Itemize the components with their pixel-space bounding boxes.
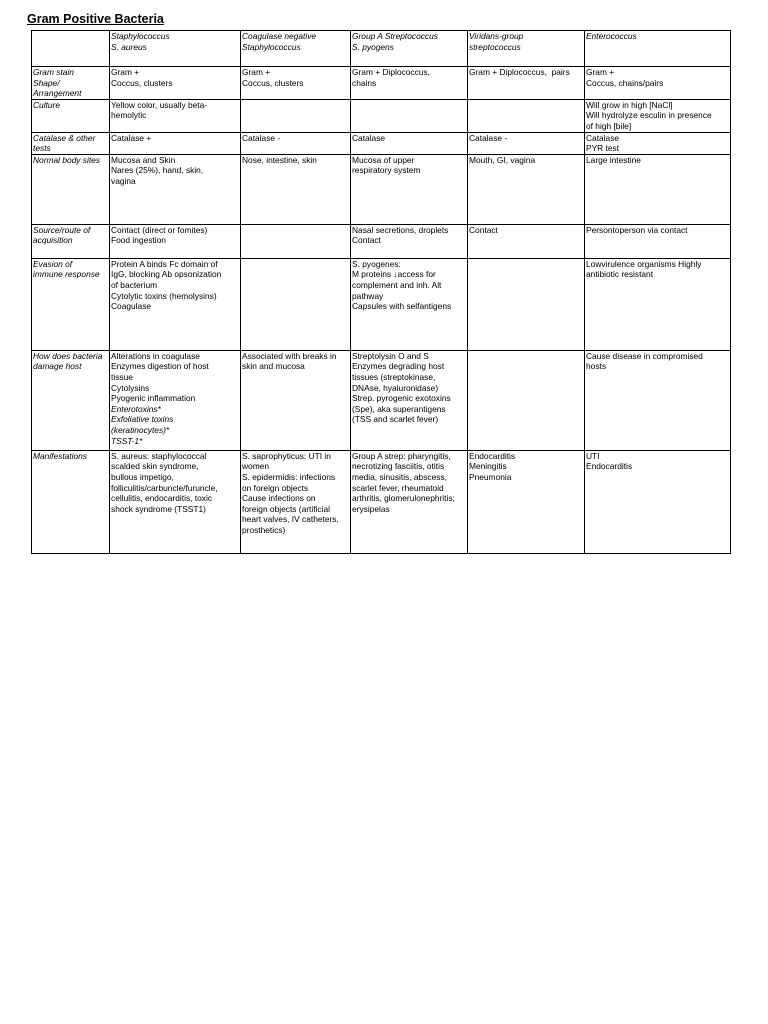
cell-line: TSST-1* xyxy=(111,435,143,446)
table-cell xyxy=(110,99,241,132)
cell-line: skin and mucosa xyxy=(242,361,305,372)
cell-line: Protein A binds Fc domain of xyxy=(111,258,218,269)
cell-line: complement and inh. Alt xyxy=(352,279,442,290)
cell-line: M proteins ↓access for xyxy=(352,269,436,280)
column-header xyxy=(468,31,585,67)
cell-line: Viridans-group xyxy=(469,31,524,41)
table-cell xyxy=(351,67,468,100)
table-cell xyxy=(110,67,241,100)
table-cell xyxy=(585,258,731,350)
cell-line: heart valves, IV catheters, xyxy=(242,514,339,525)
cell-line: Evasion of xyxy=(33,258,73,269)
cell-line: scarlet fever, rheumatoid xyxy=(352,482,444,493)
cell-line: S. aureus xyxy=(111,41,147,52)
table-cell xyxy=(468,67,585,100)
header-row xyxy=(32,31,731,67)
cell-line: chains xyxy=(352,77,377,88)
cell-line: antibiotic resistant xyxy=(586,269,654,280)
table-row xyxy=(32,224,731,258)
cell-line: bullous impetigo, xyxy=(111,471,174,482)
cell-line: Cause infections on xyxy=(242,493,316,504)
column-header xyxy=(585,31,731,67)
cell-line: Gram + xyxy=(242,67,271,77)
table-row xyxy=(32,67,731,100)
cell-line: S. saprophyticus: UTI in xyxy=(242,450,331,461)
cell-line: Group A Streptococcus xyxy=(352,31,438,41)
table-cell xyxy=(468,132,585,154)
cell-line: Streptolysin O and S xyxy=(352,350,429,361)
cell-line: Catalase xyxy=(586,132,620,143)
table-cell xyxy=(351,258,468,350)
cell-line: Nose, intestine, skin xyxy=(242,154,317,165)
cell-line: UTI xyxy=(586,450,600,461)
row-label xyxy=(32,132,110,154)
cell-line: hosts xyxy=(586,361,607,372)
cell-line: Large intestine xyxy=(586,154,641,165)
page-title: Gram Positive Bacteria xyxy=(27,12,164,26)
cell-line: How does bacteria xyxy=(33,350,103,361)
cell-line: Culture xyxy=(33,99,60,110)
cell-line: hemolytic xyxy=(111,110,147,121)
cell-line: Endocarditis xyxy=(586,461,633,472)
cell-line: arthritis, glomerulonephritis; xyxy=(352,493,455,504)
table-row xyxy=(32,258,731,350)
row-label xyxy=(32,258,110,350)
cell-line: Gram + Diplococcus, xyxy=(352,67,430,77)
table-cell xyxy=(241,350,351,450)
cell-line: Normal body sites xyxy=(33,154,101,165)
table-cell xyxy=(585,450,731,553)
cell-line: Coagulase xyxy=(111,301,152,312)
cell-line: of high [bile] xyxy=(586,120,632,131)
cell-line: S. epidermidis: infections xyxy=(242,471,336,482)
table-row xyxy=(32,99,731,132)
cell-line: Will grow in high [NaCl] xyxy=(586,99,673,110)
table-cell xyxy=(585,132,731,154)
cell-line: Gram stain xyxy=(33,67,74,77)
table-cell xyxy=(241,450,351,553)
cell-line: Cytolysins xyxy=(111,382,150,393)
table-cell xyxy=(110,258,241,350)
cell-line: folliculitis/carbuncle/furuncle, xyxy=(111,482,218,493)
cell-line: Cytolytic toxins (hemolysins) xyxy=(111,290,217,301)
table-cell xyxy=(110,132,241,154)
row-label xyxy=(32,154,110,224)
cell-line: Associated with breaks in xyxy=(242,350,337,361)
cell-line: foreign objects (artificial xyxy=(242,503,330,514)
table-cell xyxy=(351,350,468,450)
table-cell xyxy=(110,154,241,224)
cell-line: Contact xyxy=(469,224,498,235)
cell-line: acquisition xyxy=(33,235,73,246)
cell-line: scalded skin syndrome, xyxy=(111,461,199,472)
cell-line: Strep. pyrogenic exotoxins xyxy=(352,393,451,404)
cell-line: streptococcus xyxy=(469,41,521,52)
cell-line: (keratinocytes)* xyxy=(111,424,170,435)
cell-line: tests xyxy=(33,143,51,154)
table-cell xyxy=(585,67,731,100)
cell-line: Gram + xyxy=(586,67,615,77)
cell-line: necrotizing fasciitis, otitis xyxy=(352,461,445,472)
table-cell xyxy=(351,132,468,154)
cell-line: vagina xyxy=(111,175,136,186)
cell-line: women xyxy=(242,461,269,472)
row-label xyxy=(32,224,110,258)
table-cell xyxy=(351,224,468,258)
table-cell xyxy=(110,224,241,258)
cell-line: Meningitis xyxy=(469,461,507,472)
table-row xyxy=(32,450,731,553)
bacteria-table xyxy=(31,30,731,554)
cell-line: prosthetics) xyxy=(242,524,286,535)
column-header xyxy=(241,31,351,67)
cell-line: Yellow color, usually beta- xyxy=(111,99,208,110)
cell-line: Catalase - xyxy=(469,132,508,143)
cell-line: Arrangement xyxy=(33,88,82,99)
cell-line: Nares (25%), hand, skin, xyxy=(111,165,204,176)
table-cell xyxy=(585,99,731,132)
cell-line: Catalase + xyxy=(111,132,152,143)
cell-line: immune response xyxy=(33,269,100,280)
cell-line: damage host xyxy=(33,361,82,372)
cell-line: Pneumonia xyxy=(469,471,512,482)
table-cell xyxy=(468,450,585,553)
cell-line: cellulitis, endocarditis, toxic xyxy=(111,493,213,504)
cell-line: Exfoliative toxins xyxy=(111,414,174,425)
cell-line: Coccus, clusters xyxy=(242,77,304,88)
cell-line: Capsules with selfantigens xyxy=(352,301,452,312)
cell-line: IgG, blocking Ab opsonization xyxy=(111,269,222,280)
cell-line: pathway xyxy=(352,290,384,301)
cell-line: of bacterium xyxy=(111,279,158,290)
cell-line: tissue xyxy=(111,371,133,382)
cell-line: PYR test xyxy=(586,143,620,154)
table-cell xyxy=(241,67,351,100)
cell-line: (Spe), aka superantigens xyxy=(352,403,446,414)
table-cell xyxy=(241,154,351,224)
table-cell xyxy=(351,450,468,553)
table-cell xyxy=(585,350,731,450)
cell-line: Endocarditis xyxy=(469,450,516,461)
table-row xyxy=(32,350,731,450)
table-cell xyxy=(468,258,585,350)
corner-cell xyxy=(32,31,110,67)
table-row xyxy=(32,154,731,224)
table-row xyxy=(32,132,731,154)
row-label xyxy=(32,67,110,100)
cell-line: respiratory system xyxy=(352,165,421,176)
cell-line: Persontoperson via contact xyxy=(586,224,688,235)
cell-line: Gram + Diplococcus, pairs xyxy=(469,67,570,77)
table-cell xyxy=(585,224,731,258)
cell-line: Coccus, clusters xyxy=(111,77,173,88)
cell-line: S. pyogenes: xyxy=(352,258,401,269)
cell-line: shock syndrome (TSST1) xyxy=(111,503,206,514)
table-cell xyxy=(468,99,585,132)
cell-line: Nasal secretions, droplets xyxy=(352,224,449,235)
cell-line: Catalase - xyxy=(242,132,281,143)
cell-line: Group A strep: pharyngitis, xyxy=(352,450,451,461)
column-header xyxy=(110,31,241,67)
cell-line: Coagulase negative xyxy=(242,31,317,41)
cell-line: Catalase xyxy=(352,132,386,143)
table-cell xyxy=(110,350,241,450)
cell-line: Pyogenic inflammation xyxy=(111,393,196,404)
cell-line: Enzymes degrading host xyxy=(352,361,445,372)
table-cell xyxy=(110,450,241,553)
cell-line: media, sinusitis, abscess, xyxy=(352,471,447,482)
cell-line: tissues (streptokinase, xyxy=(352,371,436,382)
table-cell xyxy=(241,224,351,258)
cell-line: Cause disease in compromised xyxy=(586,350,703,361)
cell-line: Gram + xyxy=(111,67,140,77)
cell-line: Alterations in coagulase xyxy=(111,350,200,361)
cell-line: (TSS and scarlet fever) xyxy=(352,414,439,425)
table-cell xyxy=(468,350,585,450)
cell-line: Staphylococcus xyxy=(242,41,301,52)
cell-line: Food ingestion xyxy=(111,235,166,246)
row-label xyxy=(32,450,110,553)
column-header xyxy=(351,31,468,67)
row-label xyxy=(32,99,110,132)
table-cell xyxy=(241,132,351,154)
cell-line: Enterococcus xyxy=(586,31,637,41)
cell-line: on foreign objects xyxy=(242,482,309,493)
cell-line: S. pyogens xyxy=(352,41,394,52)
cell-line: Enzymes digestion of host xyxy=(111,361,209,372)
table-cell xyxy=(351,154,468,224)
row-label xyxy=(32,350,110,450)
cell-line: Will hydrolyze esculin in presence xyxy=(586,110,712,121)
table-cell xyxy=(241,99,351,132)
cell-line: Source/route of xyxy=(33,224,91,235)
cell-line: Staphylococcus xyxy=(111,31,170,41)
cell-line: Mucosa of upper xyxy=(352,154,415,165)
table-cell xyxy=(241,258,351,350)
cell-line: Contact xyxy=(352,235,381,246)
cell-line: Shape/ xyxy=(33,77,60,88)
table-cell xyxy=(351,99,468,132)
cell-line: Catalase & other xyxy=(33,132,96,143)
table-cell xyxy=(585,154,731,224)
cell-line: Mouth, GI, vagina xyxy=(469,154,536,165)
cell-line: Mucosa and Skin xyxy=(111,154,176,165)
cell-line: Lowvirulence organisms Highly xyxy=(586,258,702,269)
cell-line: Enterotoxins* xyxy=(111,403,161,414)
cell-line: Manifestations xyxy=(33,450,87,461)
cell-line: Coccus, chains/pairs xyxy=(586,77,664,88)
cell-line: erysipelas xyxy=(352,503,390,514)
cell-line: S. aureus: staphylococcal xyxy=(111,450,207,461)
table-cell xyxy=(468,224,585,258)
table-cell xyxy=(468,154,585,224)
cell-line: DNAse, hyaluronidase) xyxy=(352,382,439,393)
cell-line: Contact (direct or fomites) xyxy=(111,224,208,235)
